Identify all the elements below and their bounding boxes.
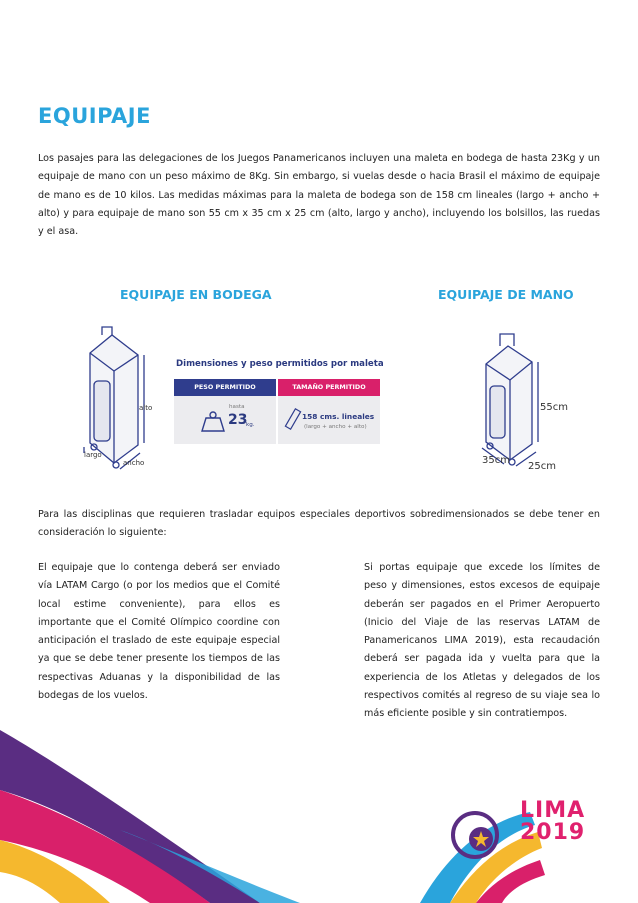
logo-lima: LIMA	[520, 798, 586, 823]
dim-height-label: alto	[139, 404, 153, 412]
infobox-title: Dimensiones y peso permitidos por maleta	[176, 359, 384, 369]
weight-icon	[200, 410, 226, 432]
logo-swoosh	[380, 780, 638, 903]
luggage-allowance-infobox	[170, 355, 382, 451]
infobox-size-cell	[278, 396, 380, 444]
section-title-checked: EQUIPAJE EN BODEGA	[120, 287, 272, 302]
size-value: 158 cms. lineales	[302, 412, 375, 421]
carry-on-height-label: 55cm	[540, 402, 568, 413]
carry-on-suitcase-illustration	[478, 328, 548, 468]
dim-width-label: ancho	[123, 459, 145, 467]
infobox-weight-header: PESO PERMITIDO	[174, 379, 276, 396]
size-detail: (largo + ancho + alto)	[304, 424, 367, 430]
special-equipment-note: Para las disciplinas que requieren trasladar equipos especiales deportivos sobredimensionados se debe tener en consideración lo siguiente:	[38, 509, 600, 539]
right-column-text: Si portas equipaje que excede los límites de peso y dimensiones, estos excesos de equipaje deberán ser pagados en el Primer Aeropuerto (Inicio del Viaje de las reservas LATAM de Panamericanos LIMA 2019), esta recaudación deberá ser pagada ida y vuelta para que la experiencia de los Atletas y delegados de los respectivos comités al regreso de su viaje sea lo más eficiente posible y sin contratiempos.	[364, 562, 600, 720]
ruler-icon	[284, 408, 302, 430]
section-title-carry-on: EQUIPAJE DE MANO	[438, 287, 574, 302]
star-icon	[468, 826, 494, 852]
carry-on-length-label: 35cm	[482, 455, 510, 466]
decorative-wave	[0, 700, 300, 903]
weight-unit: kg.	[246, 422, 255, 428]
weight-prefix: hasta	[229, 404, 245, 410]
infobox-size-header: TAMAÑO PERMITIDO	[278, 379, 380, 396]
page-title: EQUIPAJE	[38, 104, 151, 128]
infobox-weight-cell	[174, 396, 276, 444]
carry-on-width-label: 25cm	[528, 461, 556, 472]
logo-year: 2019	[520, 820, 586, 845]
checked-suitcase-illustration	[80, 325, 160, 470]
intro-paragraph: Los pasajes para las delegaciones de los Juegos Panamericanos incluyen una maleta en bodega de hasta 23Kg y un equipaje de mano con un peso máximo de 8Kg. Sin embargo, si vuelas desde o hacia Brasil el máximo de equipaje de mano es de 10 kilos. Las medidas máximas para la maleta de bodega son de 158 cm lineales (largo + ancho + alto) y para equipaje de mano son 55 cm x 35 cm x 25 cm (alto, largo y ancho), incluyendo los bolsillos, las ruedas y el asa.	[38, 153, 600, 238]
weight-value: 23	[228, 412, 248, 428]
dim-length-label: largo	[84, 451, 102, 459]
left-column-text: El equipaje que lo contenga deberá ser enviado vía LATAM Cargo (o por los medios que el Comité local estime conveniente), para ellos es importante que el Comité Olímpico coordine con anticipación el traslado de este equipaje especial ya que se debe tener presente los tiempos de las respectivas Aduanas y la disponibilidad de las bodegas de los vuelos.	[38, 562, 280, 702]
